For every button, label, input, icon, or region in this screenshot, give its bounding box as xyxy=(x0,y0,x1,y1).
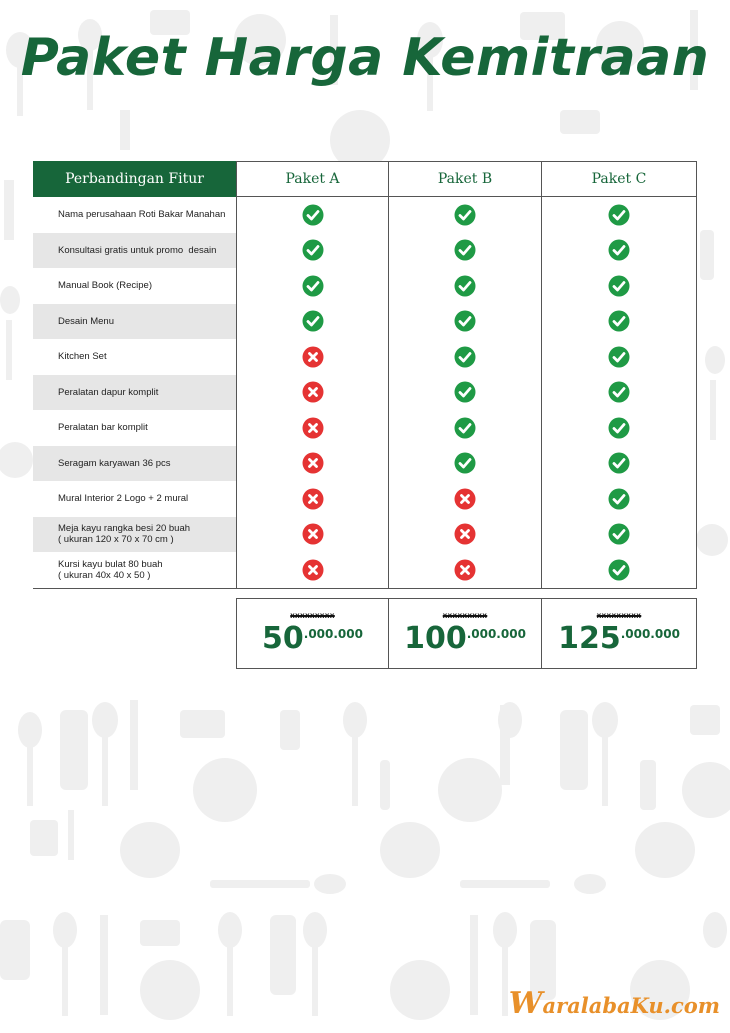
check-circle-icon xyxy=(454,239,476,261)
page-title: Paket Harga Kemitraan xyxy=(20,28,710,88)
feature-label: Kursi kayu bulat 80 buah ( ukuran 40x 40 x 50 ) xyxy=(58,558,163,581)
x-circle-icon xyxy=(302,488,324,510)
feature-cell-c xyxy=(542,481,696,517)
package-c-header: Paket C xyxy=(542,161,697,197)
check-circle-icon xyxy=(454,275,476,297)
price-row xyxy=(236,598,697,669)
old-price: xxxxxxxxx xyxy=(442,611,488,620)
feature-cell-a xyxy=(237,481,388,517)
check-circle-icon xyxy=(608,417,630,439)
feature-list xyxy=(33,197,236,589)
x-circle-icon xyxy=(454,523,476,545)
waralabaku-logo xyxy=(509,986,720,1021)
check-circle-icon xyxy=(302,310,324,332)
feature-label: Desain Menu xyxy=(58,315,114,327)
package-a-column xyxy=(236,197,389,589)
table-body xyxy=(33,197,697,589)
feature-row-label xyxy=(33,375,236,411)
feature-row-label xyxy=(33,410,236,446)
check-circle-icon xyxy=(608,346,630,368)
feature-cell-a xyxy=(237,552,388,588)
feature-cell-c xyxy=(542,552,696,588)
feature-cell-a xyxy=(237,268,388,304)
feature-label: Manual Book (Recipe) xyxy=(58,280,152,292)
price-value xyxy=(389,621,541,656)
feature-row-label xyxy=(33,517,236,553)
feature-label: Peralatan bar komplit xyxy=(58,422,148,434)
package-c-column xyxy=(542,197,697,589)
x-circle-icon xyxy=(302,452,324,474)
check-circle-icon xyxy=(302,204,324,226)
feature-label: Seragam karyawan 36 pcs xyxy=(58,457,171,469)
feature-cell-c xyxy=(542,446,696,482)
price-main: 50 xyxy=(262,621,304,656)
feature-cell-b xyxy=(389,268,541,304)
feature-row-label xyxy=(33,197,236,233)
check-circle-icon xyxy=(302,239,324,261)
old-price: xxxxxxxxx xyxy=(290,611,335,620)
feature-cell-b xyxy=(389,517,541,553)
check-circle-icon xyxy=(608,381,630,403)
feature-cell-c xyxy=(542,375,696,411)
feature-cell-b xyxy=(389,375,541,411)
feature-row-label xyxy=(33,268,236,304)
check-circle-icon xyxy=(608,310,630,332)
check-circle-icon xyxy=(608,452,630,474)
price-box-a xyxy=(236,598,389,669)
check-circle-icon xyxy=(454,417,476,439)
x-circle-icon xyxy=(454,559,476,581)
feature-cell-a xyxy=(237,410,388,446)
feature-cell-c xyxy=(542,197,696,233)
x-circle-icon xyxy=(302,417,324,439)
feature-cell-b xyxy=(389,481,541,517)
x-circle-icon xyxy=(302,346,324,368)
check-circle-icon xyxy=(302,275,324,297)
feature-cell-c xyxy=(542,304,696,340)
check-circle-icon xyxy=(608,239,630,261)
feature-label: Meja kayu rangka besi 20 buah ( ukuran 120 x 70 x 70 cm ) xyxy=(58,523,191,546)
price-main: 100 xyxy=(404,621,467,656)
feature-cell-c xyxy=(542,233,696,269)
feature-row-label xyxy=(33,233,236,269)
feature-cell-c xyxy=(542,410,696,446)
feature-row-label xyxy=(33,304,236,340)
check-circle-icon xyxy=(454,310,476,332)
feature-row-label xyxy=(33,552,236,588)
feature-cell-b xyxy=(389,410,541,446)
check-circle-icon xyxy=(454,204,476,226)
logo-initial: W xyxy=(508,986,543,1021)
x-circle-icon xyxy=(302,523,324,545)
check-circle-icon xyxy=(454,346,476,368)
x-circle-icon xyxy=(454,488,476,510)
feature-cell-a xyxy=(237,233,388,269)
price-box-b xyxy=(389,598,542,669)
price-suffix: .000.000 xyxy=(620,627,680,641)
feature-cell-a xyxy=(237,339,388,375)
price-main: 125 xyxy=(558,621,621,656)
feature-label: Nama perusahaan Roti Bakar Manahan xyxy=(58,209,226,221)
feature-cell-b xyxy=(389,552,541,588)
check-circle-icon xyxy=(608,523,630,545)
feature-cell-b xyxy=(389,197,541,233)
feature-cell-c xyxy=(542,339,696,375)
check-circle-icon xyxy=(608,559,630,581)
logo-text: aralabaKu.com xyxy=(542,993,720,1018)
package-a-header: Paket A xyxy=(236,161,389,197)
price-value xyxy=(542,621,696,656)
feature-row-label xyxy=(33,481,236,517)
feature-cell-b xyxy=(389,233,541,269)
feature-label: Kitchen Set xyxy=(58,351,107,363)
feature-cell-b xyxy=(389,446,541,482)
feature-cell-a xyxy=(237,304,388,340)
package-b-column xyxy=(389,197,542,589)
feature-cell-b xyxy=(389,339,541,375)
x-circle-icon xyxy=(302,381,324,403)
price-suffix: .000.000 xyxy=(466,627,526,641)
feature-cell-a xyxy=(237,197,388,233)
old-price: xxxxxxxxx xyxy=(596,611,642,620)
price-value xyxy=(237,621,388,656)
check-circle-icon xyxy=(608,488,630,510)
price-suffix: .000.000 xyxy=(303,627,363,641)
feature-cell-c xyxy=(542,517,696,553)
check-circle-icon xyxy=(454,452,476,474)
feature-cell-a xyxy=(237,517,388,553)
price-box-c xyxy=(542,598,697,669)
x-circle-icon xyxy=(302,559,324,581)
table-header-row xyxy=(33,161,697,197)
feature-row-label xyxy=(33,339,236,375)
feature-comparison-table xyxy=(33,161,697,589)
feature-row-label xyxy=(33,446,236,482)
check-circle-icon xyxy=(454,381,476,403)
feature-cell-c xyxy=(542,268,696,304)
feature-label: Peralatan dapur komplit xyxy=(58,386,159,398)
feature-label: Konsultasi gratis untuk promo desain xyxy=(58,244,217,256)
feature-label: Mural Interior 2 Logo + 2 mural xyxy=(58,493,189,505)
check-circle-icon xyxy=(608,275,630,297)
check-circle-icon xyxy=(608,204,630,226)
feature-cell-b xyxy=(389,304,541,340)
package-b-header: Paket B xyxy=(389,161,542,197)
feature-column-header: Perbandingan Fitur xyxy=(33,161,236,197)
feature-cell-a xyxy=(237,375,388,411)
feature-cell-a xyxy=(237,446,388,482)
